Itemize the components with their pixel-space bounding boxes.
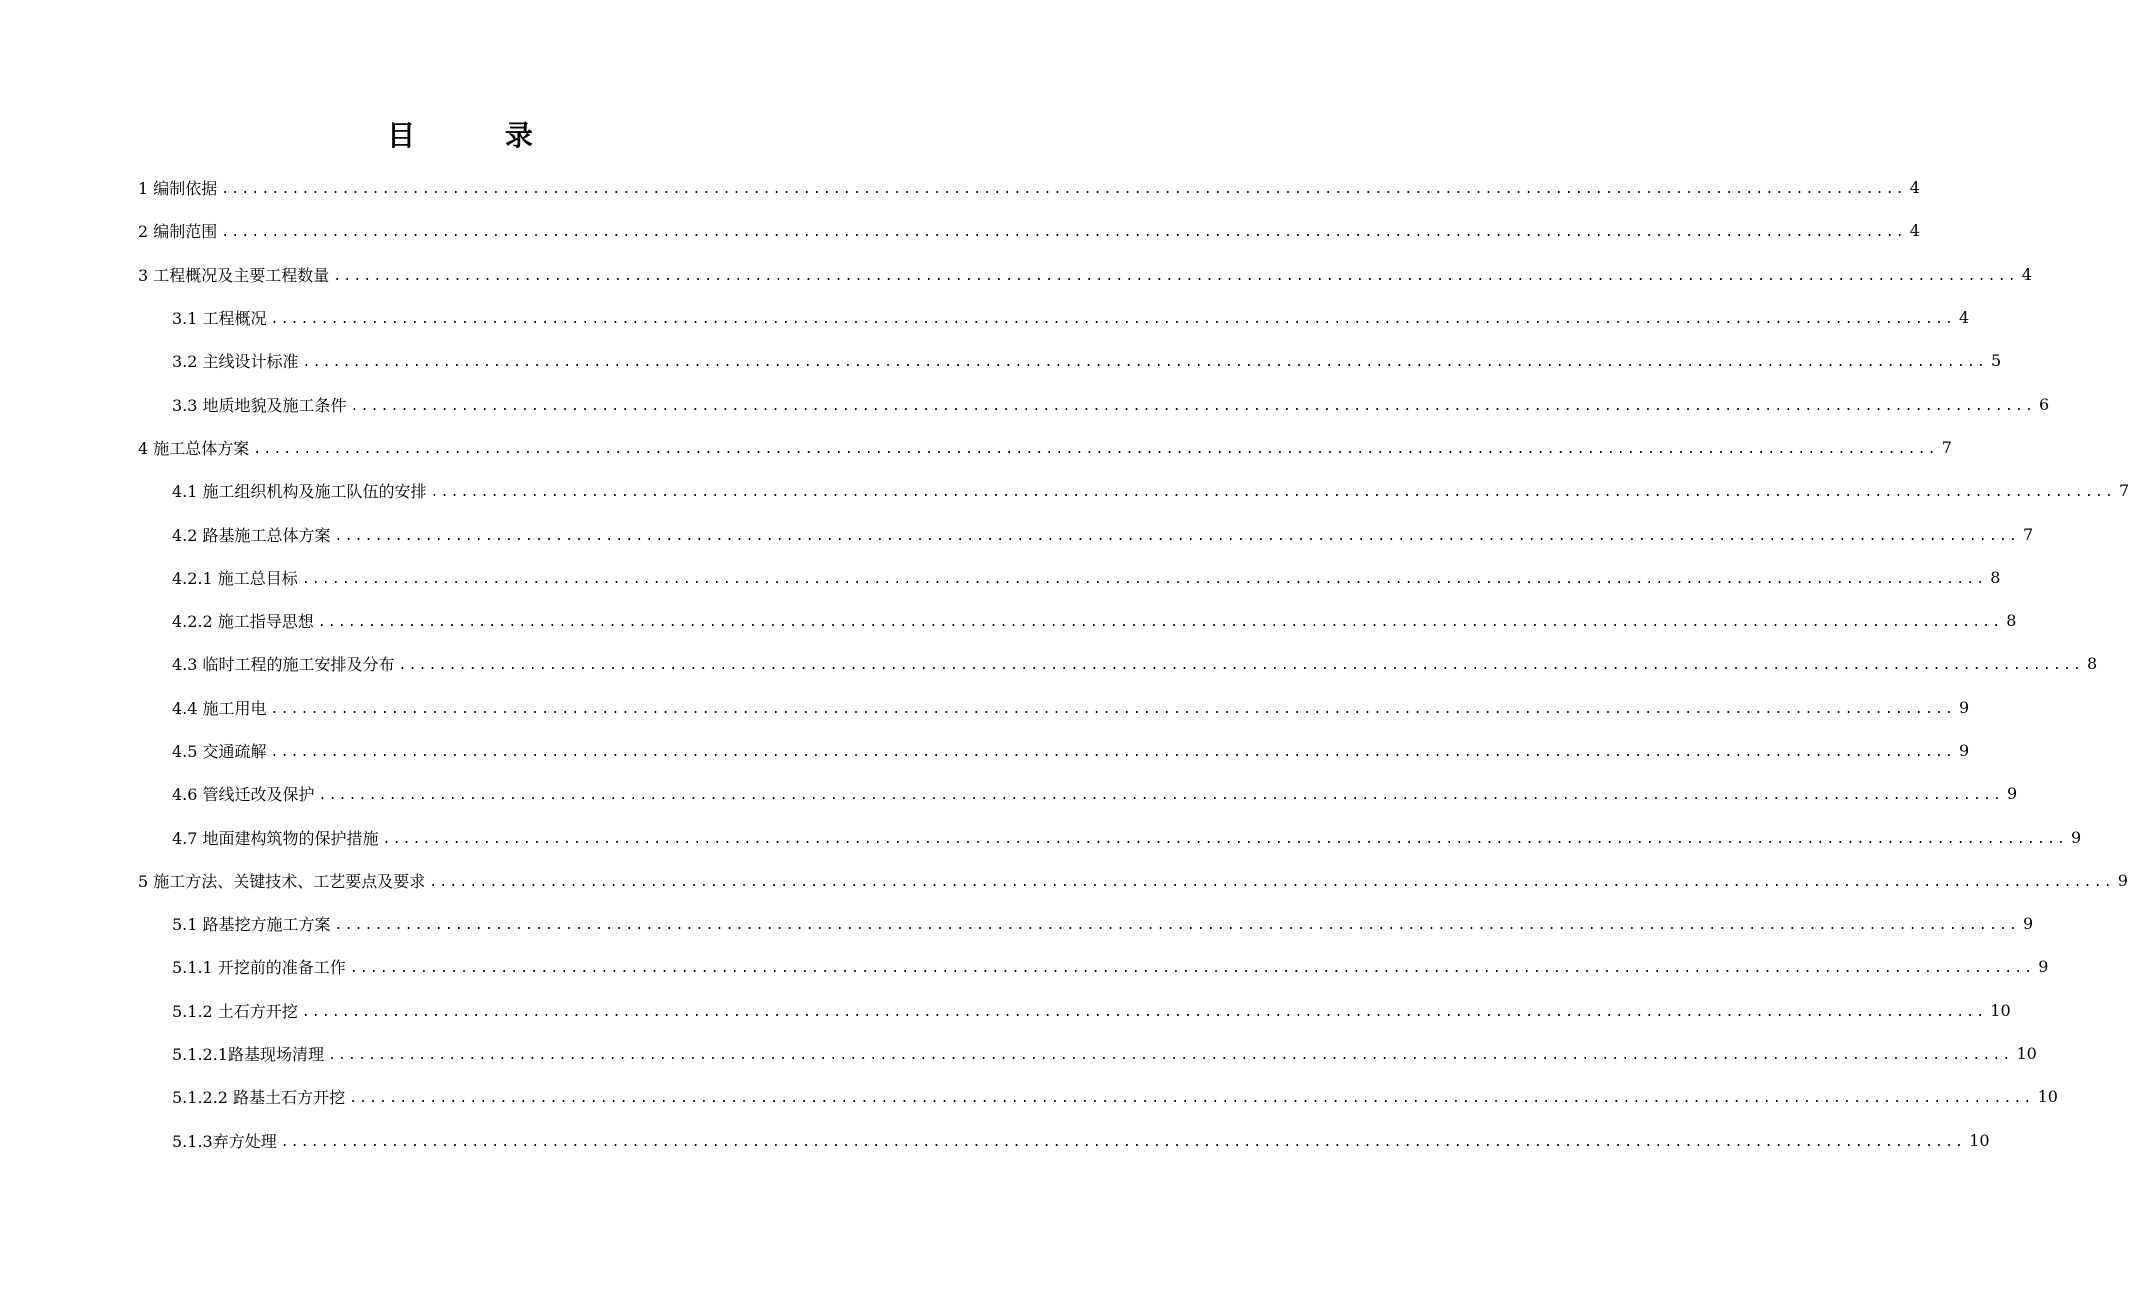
- toc-page-number: 7: [1941, 437, 1952, 457]
- toc-dot-leader: ........................................................................................................................................................................: [349, 1091, 2034, 1107]
- toc-page-number: 4: [1909, 178, 1920, 198]
- toc-entry-text: 5.1.2.2 路基土石方开挖: [172, 1088, 346, 1108]
- toc-entry[interactable]: [0, 859, 2128, 902]
- toc-entry[interactable]: [0, 686, 1970, 729]
- toc-dot-leader: ........................................................................................................................................................................: [349, 961, 2035, 977]
- toc-dot-leader: ........................................................................................................................................................................: [317, 615, 2003, 631]
- toc-page-number: 7: [2023, 524, 2034, 544]
- toc-dot-leader: ........................................................................................................................................................................: [270, 745, 1956, 760]
- toc-entry-text: 3.2 主线设计标准: [172, 352, 299, 372]
- toc-page-number: 10: [2016, 1044, 2037, 1064]
- toc-dot-leader: ........................................................................................................................................................................: [334, 918, 2020, 934]
- toc-entry-text: 3 工程概况及主要工程数量: [138, 265, 330, 285]
- toc-entry-text: 4.2.1 施工总目标: [172, 568, 298, 588]
- toc-entry[interactable]: [0, 902, 2034, 945]
- toc-dot-leader: ........................................................................................................................................................................: [334, 528, 2020, 544]
- toc-page-number: 5: [1991, 351, 2002, 371]
- toc-page-number: 8: [1990, 567, 2001, 587]
- toc-page-number: 9: [1959, 741, 1970, 760]
- toc-list: [0, 166, 2129, 1162]
- toc-entry[interactable]: [0, 382, 2050, 425]
- toc-entry-text: 4.1 施工组织机构及施工队伍的安排: [172, 482, 427, 502]
- toc-page-number: 9: [2117, 870, 2128, 890]
- toc-dot-leader: ........................................................................................................................................................................: [318, 788, 2004, 804]
- toc-page-number: 6: [2039, 394, 2050, 414]
- toc-dot-leader: ........................................................................................................................................................................: [221, 225, 1906, 241]
- toc-entry[interactable]: [0, 253, 2032, 296]
- toc-entry[interactable]: [0, 945, 2049, 988]
- toc-dot-leader: ........................................................................................................................................................................: [221, 182, 1906, 198]
- toc-page-number: 8: [2006, 611, 2017, 631]
- toc-entry-text: 5.1.3弃方处理: [172, 1131, 277, 1151]
- toc-dot-leader: ........................................................................................................................................................................: [302, 355, 1988, 371]
- toc-page-number: 9: [2007, 784, 2018, 804]
- toc-entry-text: 5.1.2 土石方开挖: [172, 1001, 298, 1021]
- toc-page-number: 10: [2037, 1087, 2058, 1107]
- toc-entry-text: 3.3 地质地貌及施工条件: [172, 395, 347, 415]
- toc-entry[interactable]: [0, 642, 2098, 685]
- toc-entry[interactable]: [0, 426, 1952, 469]
- toc-page-number: 4: [2021, 264, 2032, 284]
- toc-entry-text: 2 编制范围: [138, 222, 218, 242]
- toc-entry-text: 3.1 工程概况: [172, 309, 267, 329]
- toc-entry[interactable]: [0, 599, 2017, 642]
- toc-entry-text: 4.5 交通疏解: [172, 742, 267, 761]
- toc-entry[interactable]: [0, 469, 2129, 512]
- toc-entry[interactable]: [0, 772, 2018, 815]
- toc-entry[interactable]: [0, 339, 2002, 382]
- toc-dot-leader: ........................................................................................................................................................................: [398, 658, 2084, 674]
- toc-page-number: 10: [1969, 1130, 1990, 1150]
- toc-page-number: 9: [2071, 827, 2082, 847]
- toc-entry-text: 5.1.1 开挖前的准备工作: [172, 958, 346, 978]
- toc-title: 目 录: [387, 119, 573, 152]
- toc-entry-text: 5.1 路基挖方施工方案: [172, 915, 331, 935]
- toc-page-number: 4: [1959, 308, 1970, 328]
- toc-entry-text: 4.2.2 施工指导思想: [172, 612, 314, 632]
- toc-entry-text: 4.2 路基施工总体方案: [172, 525, 331, 545]
- toc-page-number: 10: [1990, 1000, 2011, 1020]
- toc-entry[interactable]: [0, 1075, 2058, 1118]
- toc-page-number: 7: [2119, 481, 2129, 501]
- toc-page-number: 8: [2087, 654, 2098, 674]
- toc-entry[interactable]: [0, 989, 2011, 1032]
- toc-page-number: 4: [1909, 221, 1920, 241]
- toc-entry[interactable]: [0, 1119, 1990, 1162]
- toc-dot-leader: ........................................................................................................................................................................: [301, 1004, 1987, 1020]
- toc-dot-leader: ........................................................................................................................................................................: [253, 441, 1938, 457]
- toc-entry[interactable]: [0, 209, 1920, 252]
- toc-entry-text: 4.4 施工用电: [172, 698, 267, 718]
- toc-page-number: 9: [2038, 957, 2049, 977]
- toc-entry[interactable]: [0, 166, 1920, 209]
- toc-dot-leader: ........................................................................................................................................................................: [430, 485, 2116, 501]
- toc-dot-leader: ........................................................................................................................................................................: [301, 571, 1987, 587]
- toc-dot-leader: ........................................................................................................................................................................: [333, 268, 2018, 284]
- toc-entry-text: 4 施工总体方案: [138, 438, 250, 458]
- toc-entry-text: 1 编制依据: [138, 179, 218, 199]
- toc-entry[interactable]: [0, 296, 1970, 339]
- toc-page-number: 9: [2023, 914, 2034, 934]
- toc-page-number: 9: [1959, 697, 1970, 717]
- toc-entry-text: 5 施工方法、关键技术、工艺要点及要求: [138, 871, 426, 891]
- toc-dot-leader: ........................................................................................................................................................................: [382, 831, 2068, 847]
- toc-entry-text: 4.6 管线迁改及保护: [172, 785, 315, 805]
- toc-entry[interactable]: [0, 512, 2034, 555]
- toc-dot-leader: ........................................................................................................................................................................: [270, 701, 1956, 717]
- toc-dot-leader: ........................................................................................................................................................................: [327, 1048, 2013, 1064]
- toc-dot-leader: ........................................................................................................................................................................: [350, 398, 2036, 414]
- toc-dot-leader: ........................................................................................................................................................................: [429, 874, 2114, 890]
- toc-entry[interactable]: [0, 729, 1970, 772]
- toc-entry[interactable]: [0, 1032, 2037, 1075]
- toc-entry[interactable]: [0, 556, 2001, 599]
- toc-entry[interactable]: [0, 815, 2082, 858]
- toc-entry-text: 4.7 地面建构筑物的保护措施: [172, 828, 379, 848]
- toc-entry-text: 4.3 临时工程的施工安排及分布: [172, 655, 395, 675]
- toc-entry-text: 5.1.2.1路基现场清理: [172, 1045, 324, 1065]
- toc-dot-leader: ........................................................................................................................................................................: [280, 1134, 1966, 1150]
- toc-dot-leader: ........................................................................................................................................................................: [270, 312, 1956, 328]
